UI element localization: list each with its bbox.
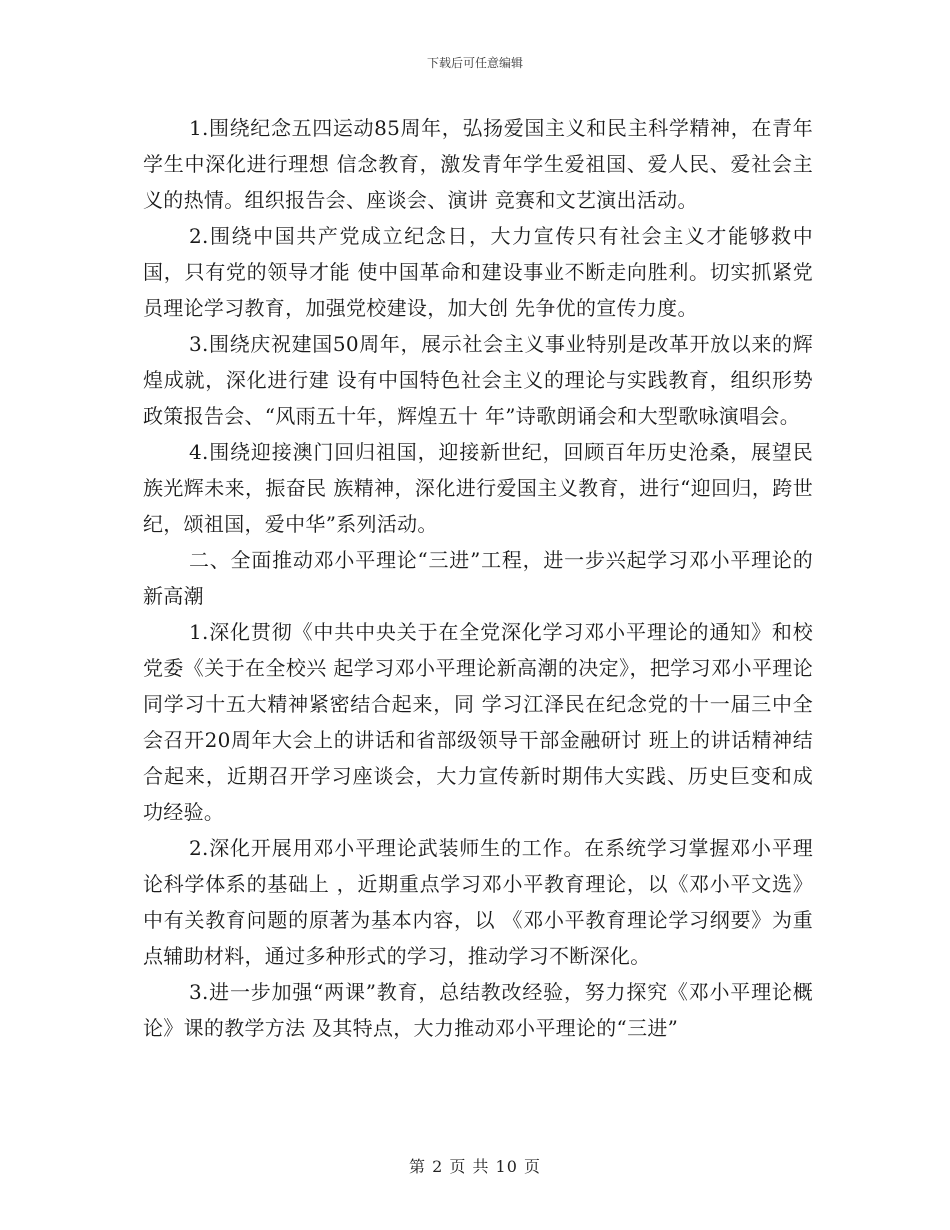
paragraph-6: 2.深化开展用邓小平理论武装师生的工作。在系统学习掌握邓小平理论科学体系的基础上 ，近期重点学习邓小平教育理论，以《邓小平文选》中有关教育问题的原著为基本内容，以 《邓小平教育理论学习纲要》为重点辅助材料，通过多种形式的学习，推动学习不断深化。: [143, 836, 813, 968]
paragraph-3: 3.围绕庆祝建国50周年，展示社会主义事业特别是改革开放以来的辉煌成就，深化进行建 设有中国特色社会主义的理论与实践教育，组织形势政策报告会、“风雨五十年，辉煌五十 年”诗歌朗诵会和大型歌咏演唱会。: [143, 332, 813, 428]
document-body: [143, 110, 813, 1046]
paragraph-5: 1.深化贯彻《中共中央关于在全党深化学习邓小平理论的通知》和校党委《关于在全校兴 起学习邓小平理论新高潮的决定》，把学习邓小平理论同学习十五大精神紧密结合起来，同 学习江泽民在纪念党的十一届三中全会召开20周年大会上的讲话和省部级领导干部金融研讨 班上的讲话精神结合起来，近期召开学习座谈会，大力宣传新时期伟大实践、历史巨变和成 功经验。: [143, 620, 813, 824]
section-heading: 二、全面推动邓小平理论“三进”工程，进一步兴起学习邓小平理论的新高潮: [143, 548, 813, 608]
paragraph-2: 2.围绕中国共产党成立纪念日，大力宣传只有社会主义才能够救中国，只有党的领导才能 使中国革命和建设事业不断走向胜利。切实抓紧党员理论学习教育，加强党校建设，加大创 先争优的宣传力度。: [143, 224, 813, 320]
paragraph-1: 1.围绕纪念五四运动85周年，弘扬爱国主义和民主科学精神，在青年学生中深化进行理想 信念教育，激发青年学生爱祖国、爱人民、爱社会主义的热情。组织报告会、座谈会、演讲 竞赛和文艺演出活动。: [143, 116, 813, 212]
paragraph-4: 4.围绕迎接澳门回归祖国，迎接新世纪，回顾百年历史沧桑，展望民族光辉未来，振奋民 族精神，深化进行爱国主义教育，进行“迎回归，跨世纪，颂祖国，爱中华”系列活动。: [143, 440, 813, 536]
page-number: 第 2 页 共 10 页: [409, 1157, 541, 1176]
paragraph-7: 3.进一步加强“两课”教育，总结教改经验，努力探究《邓小平理论概论》课的教学方法 及其特点，大力推动邓小平理论的“三进”: [143, 980, 813, 1040]
page-header: 下载后可任意编辑: [426, 56, 523, 70]
